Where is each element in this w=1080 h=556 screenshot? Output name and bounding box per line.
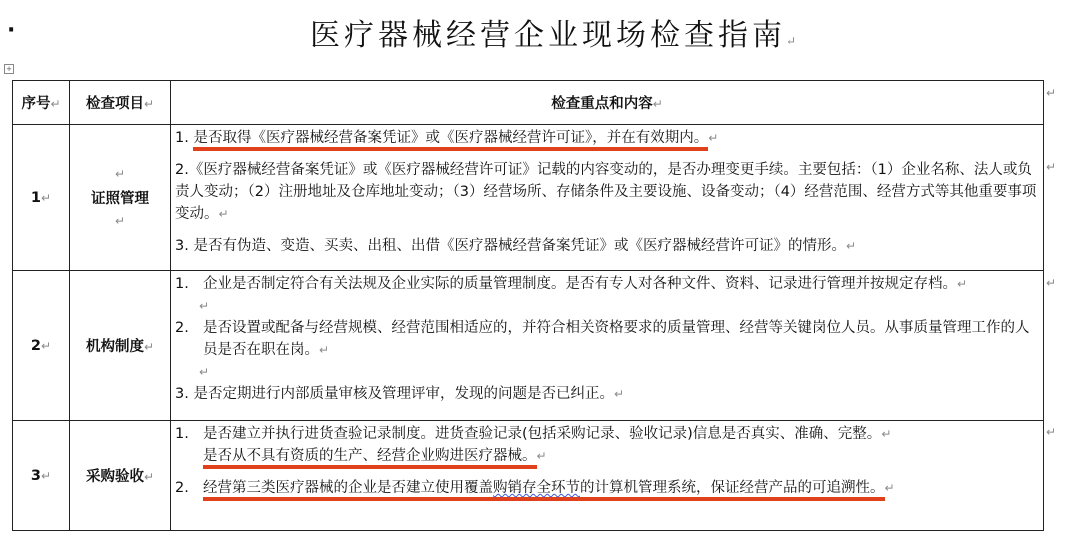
row-item-cell[interactable]: 机构制度↵ bbox=[70, 271, 171, 421]
highlighted-text: 是否取得《医疗器械经营备案凭证》或《医疗器械经营许可证》，并在有效期内。 bbox=[193, 130, 708, 151]
header-cell-number[interactable]: 序号↵ bbox=[13, 81, 70, 125]
row-content-cell[interactable] bbox=[171, 421, 1044, 531]
bullet-mark: · bbox=[7, 18, 16, 43]
list-item: 1. 是否建立并执行进货查验记录制度。进货查验记录(包括采购记录、验收记录)信息是否真实、准确、完整。↵ 是否从不具有资质的生产、经营企业购进医疗器械。↵ bbox=[175, 423, 1037, 467]
list-item: 1. 企业是否制定符合有关法规及企业实际的质量管理制度。是否有专人对各种文件、资料、记录进行管理并按规定存档。↵ bbox=[175, 276, 968, 292]
table-move-handle-icon[interactable]: + bbox=[4, 64, 14, 74]
row-end-mark-icon: ↵ bbox=[1046, 160, 1057, 174]
document-title bbox=[310, 10, 796, 54]
row-content-cell[interactable] bbox=[171, 125, 1044, 271]
list-item: 3. 是否有伪造、变造、买卖、出租、出借《医疗器械经营备案凭证》或《医疗器械经营许可证》的情形。↵ bbox=[175, 238, 857, 254]
row-end-mark-icon: ↵ bbox=[1046, 425, 1057, 439]
table-row bbox=[13, 271, 1044, 421]
list-item: 2. 是否设置或配备与经营规模、经营范围相适应的，并符合相关资格要求的质量管理、经营等关键岗位人员。从事质量管理工作的人员是否在职在岗。↵ bbox=[175, 320, 1030, 358]
highlighted-text: 经营第三类医疗器械的企业是否建立使用覆盖购销存全环节的计算机管理系统，保证经营产品的可追溯性。 bbox=[203, 480, 885, 501]
spellcheck-underlined-text: 购销存全环节 bbox=[493, 480, 580, 496]
table-row bbox=[13, 421, 1044, 531]
paragraph-mark-icon: ↵ bbox=[786, 34, 797, 48]
list-item: 1. 是否取得《医疗器械经营备案凭证》或《医疗器械经营许可证》，并在有效期内。↵ bbox=[175, 127, 1037, 149]
row-end-mark-icon: ↵ bbox=[1046, 86, 1057, 100]
list-item: 3. 是否定期进行内部质量审核及管理评审，发现的问题是否已纠正。↵ bbox=[175, 386, 625, 402]
table-row bbox=[13, 125, 1044, 271]
row-content-cell[interactable]: 1. 企业是否制定符合有关法规及企业实际的质量管理制度。是否有专人对各种文件、资料、记录进行管理并按规定存档。↵ ↵ 2. 是否设置或配备与经营规模、经营范围相适应的，并符合相关资格要求的质量管理、经营等关键岗位人员。从事质量管理工作的人员是否在职在岗。↵ ↵ 3. 是否定期进行内部质量审核及管理评审，发现的问题是否已纠正。↵ bbox=[171, 271, 1044, 421]
row-number-cell[interactable]: 1↵ bbox=[13, 125, 70, 271]
row-number-cell[interactable]: 2↵ bbox=[13, 271, 70, 421]
row-number-cell[interactable]: 3↵ bbox=[13, 421, 70, 531]
table-header-row bbox=[13, 81, 1044, 125]
document-title-text: 医疗器械经营企业现场检查指南 bbox=[310, 18, 786, 53]
list-item: 2. 经营第三类医疗器械的企业是否建立使用覆盖购销存全环节的计算机管理系统，保证经营产品的可追溯性。↵ bbox=[175, 477, 1037, 499]
header-cell-item[interactable]: 检查项目↵ bbox=[70, 81, 171, 125]
header-cell-content[interactable]: 检查重点和内容↵ bbox=[171, 81, 1044, 125]
row-end-mark-icon: ↵ bbox=[1046, 276, 1057, 290]
list-item: 2.《医疗器械经营备案凭证》或《医疗器械经营许可证》记载的内容变动的，是否办理变更手续。主要包括：（1）企业名称、法人或负责人变动；（2）注册地址及仓库地址变动；（3）经营场所、存储条件及主要设施、设备变动；（4）经营范围、经营方式等其他重要事项变动。↵ bbox=[175, 162, 1037, 222]
inspection-table bbox=[12, 80, 1044, 531]
row-item-cell[interactable]: ↵ 证照管理 ↵ bbox=[70, 125, 171, 271]
highlighted-text: 是否从不具有资质的生产、经营企业购进医疗器械。 bbox=[203, 448, 537, 469]
row-item-cell[interactable]: 采购验收↵ bbox=[70, 421, 171, 531]
